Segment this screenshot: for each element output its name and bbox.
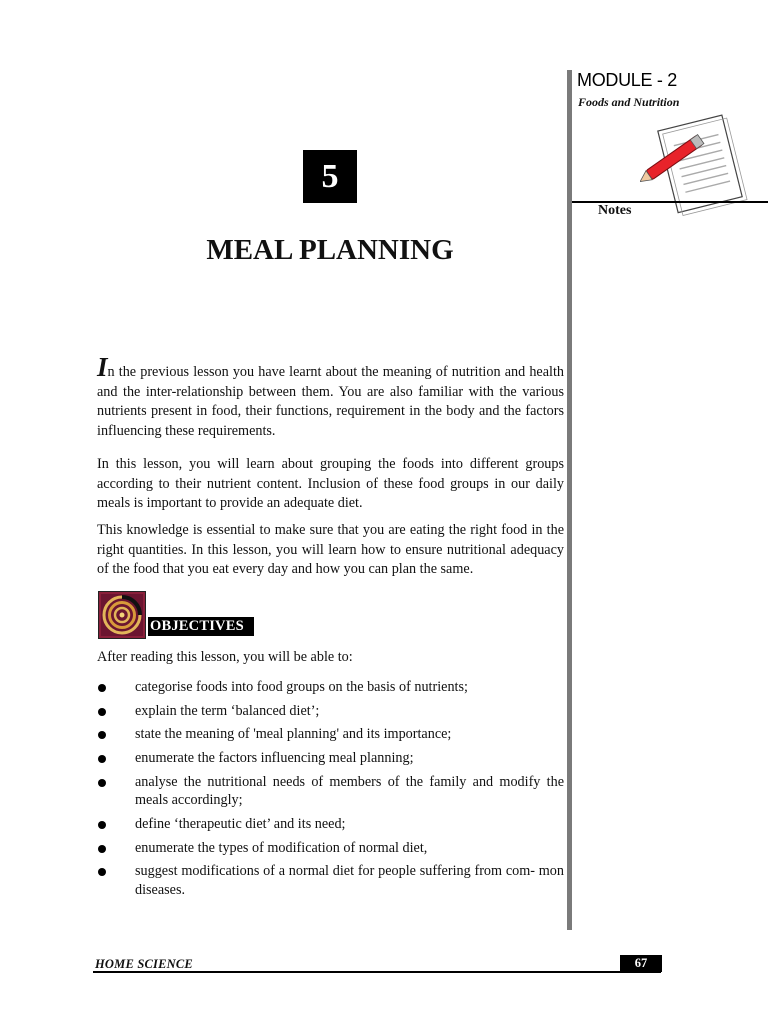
module-title: MODULE - 2 bbox=[577, 70, 678, 90]
margin-rule bbox=[567, 70, 572, 930]
page-number: 67 bbox=[620, 955, 662, 972]
bullet-icon bbox=[98, 684, 106, 692]
chapter-title: MEAL PLANNING bbox=[206, 234, 454, 266]
intro-paragraph-1-text: n the previous lesson you have learnt about the meaning of nutrition and health and the inter-relationship between them. You are also familiar with the various nutrients present in food, their functions, requirement in the body and the factors influencing these requirements. bbox=[97, 364, 564, 439]
intro-paragraph-1 bbox=[97, 352, 564, 441]
target-icon bbox=[98, 591, 146, 639]
list-item: enumerate the factors influencing meal planning; bbox=[97, 749, 564, 768]
objectives-list bbox=[97, 678, 564, 905]
bullet-icon bbox=[98, 731, 106, 739]
intro-paragraph-2: In this lesson, you will learn about grouping the foods into different groups according to their nutrient content. Inclusion of these food groups in our daily meals is important to provide an adequate diet. bbox=[97, 456, 564, 511]
list-item: categorise foods into food groups on the basis of nutrients; bbox=[97, 678, 564, 697]
footer-rule bbox=[93, 971, 661, 973]
bullet-icon bbox=[98, 845, 106, 853]
bullet-icon bbox=[98, 821, 106, 829]
chapter-number: 5 bbox=[303, 150, 357, 203]
drop-cap: I bbox=[97, 352, 108, 382]
module-subtitle: Foods and Nutrition bbox=[578, 95, 680, 109]
bullet-icon bbox=[98, 868, 106, 876]
objectives-heading: OBJECTIVES bbox=[148, 617, 254, 636]
list-item: state the meaning of 'meal planning' and its importance; bbox=[97, 725, 564, 744]
bullet-icon bbox=[98, 755, 106, 763]
list-item: suggest modifications of a normal diet for people suffering from com- mon diseases. bbox=[97, 862, 564, 899]
footer-title: HOME SCIENCE bbox=[95, 957, 193, 971]
list-item: define ‘therapeutic diet’ and its need; bbox=[97, 815, 564, 834]
bullet-icon bbox=[98, 708, 106, 716]
list-item: analyse the nutritional needs of members of the family and modify the meals accordingly; bbox=[97, 773, 564, 810]
notes-label: Notes bbox=[598, 203, 632, 218]
list-item: enumerate the types of modification of normal diet, bbox=[97, 839, 564, 858]
intro-paragraph-3: This knowledge is essential to make sure that you are eating the right food in the right quantities. In this lesson, you will learn how to ensure nutritional adequacy of the food that you eat every day and how you can plan the same. bbox=[97, 522, 564, 577]
list-item: explain the term ‘balanced diet’; bbox=[97, 702, 564, 721]
bullet-icon bbox=[98, 779, 106, 787]
objectives-intro: After reading this lesson, you will be able to: bbox=[97, 649, 353, 665]
